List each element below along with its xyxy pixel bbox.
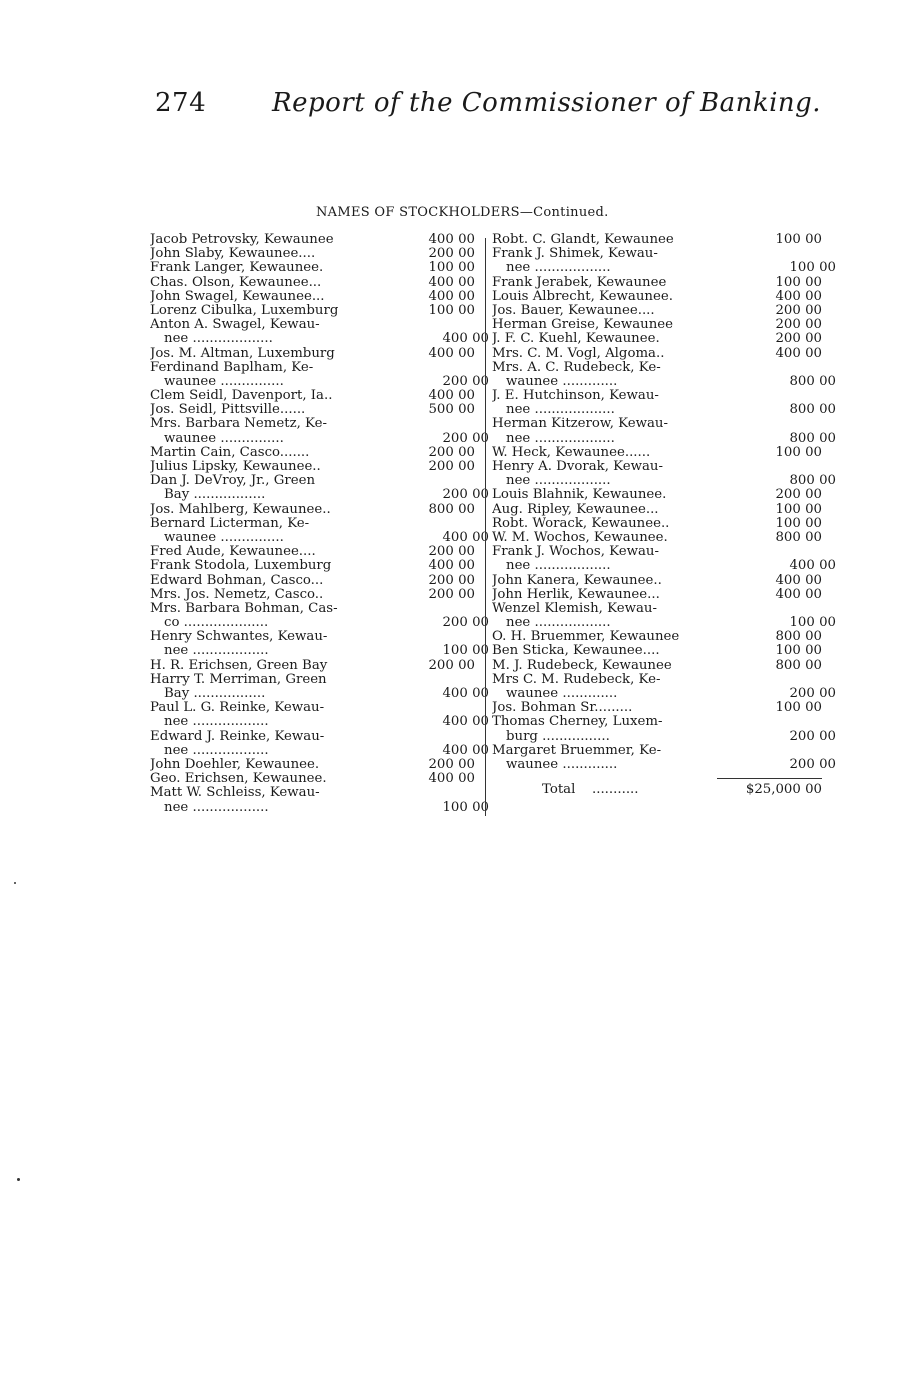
- name-text: John Slaby, Kewaunee....: [150, 247, 316, 262]
- stockholder-entry: [150, 588, 483, 602]
- share-amount: 200 00: [428, 573, 475, 588]
- stockholder-entry: [150, 729, 489, 758]
- stockholder-name: [150, 659, 483, 673]
- stockholder-name-continued: [150, 531, 497, 545]
- share-amount: 800 00: [775, 630, 822, 645]
- share-amount: 400 00: [428, 275, 475, 290]
- share-amount: 200 00: [442, 488, 489, 503]
- name-text: Edward J. Reinke, Kewau-: [150, 729, 325, 744]
- name-text: Frank J. Shimek, Kewau-: [492, 247, 658, 262]
- name-text: nee ..................: [164, 743, 269, 758]
- name-text: Ferdinand Baplham, Ke-: [150, 360, 314, 375]
- stockholder-entry: [492, 488, 822, 502]
- stockholder-entry: [492, 601, 836, 631]
- share-amount: 400 00: [442, 687, 489, 701]
- share-amount: 100 00: [775, 502, 822, 517]
- name-text: Jos. Seidl, Pittsville......: [150, 403, 306, 418]
- stockholder-name-continued: [150, 687, 497, 701]
- stockholder-name: [150, 786, 483, 800]
- name-text: Mrs. Barbara Nemetz, Ke-: [150, 417, 327, 432]
- stockholder-name: [492, 347, 822, 361]
- stockholder-entry: [492, 332, 822, 346]
- stockholder-name: [492, 247, 822, 261]
- stockholder-name: [492, 545, 822, 559]
- stockholder-name: [150, 403, 483, 417]
- name-text: nee ..................: [164, 644, 269, 659]
- name-text: Matt W. Schleiss, Kewau-: [150, 786, 320, 801]
- stockholder-entry: [150, 318, 489, 347]
- stockholder-name: [150, 758, 483, 772]
- name-text: nee ..................: [164, 715, 269, 730]
- name-text: waunee .............: [506, 757, 618, 772]
- stockholder-name: [150, 559, 483, 573]
- name-text: J. F. C. Kuehl, Kewaunee.: [492, 332, 660, 347]
- stockholder-name: [150, 361, 483, 375]
- stockholder-name: [492, 304, 822, 318]
- stockholder-name: [492, 602, 822, 616]
- stockholder-name: [492, 701, 822, 715]
- stockholder-name: [492, 715, 822, 729]
- stockholder-name: [492, 517, 822, 531]
- stockholder-name-continued: [492, 432, 836, 446]
- stockholder-name: [492, 332, 822, 346]
- stockholder-entry: [492, 630, 822, 644]
- stockholder-name: [150, 673, 483, 687]
- column-divider: [485, 238, 486, 816]
- stockholder-entry: [492, 347, 822, 361]
- total-rule: [717, 778, 822, 779]
- share-amount: 400 00: [789, 559, 836, 574]
- name-text: Herman Kitzerow, Kewau-: [492, 417, 668, 432]
- stockholder-entry: [150, 630, 489, 659]
- stockholder-name: [150, 460, 483, 474]
- share-amount: 100 00: [775, 516, 822, 531]
- stockholder-entry: [150, 247, 483, 261]
- name-text: Thomas Cherney, Luxem-: [492, 715, 663, 730]
- name-text: W. M. Wochos, Kewaunee.: [492, 530, 668, 545]
- stockholder-name: [150, 261, 483, 275]
- name-text: Frank Jerabek, Kewaunee: [492, 275, 667, 290]
- stockholder-entry: [150, 672, 489, 701]
- name-text: Bernard Licterman, Ke-: [150, 516, 310, 531]
- share-amount: 200 00: [442, 374, 489, 389]
- stockholder-name: [492, 673, 822, 687]
- stockholder-entry: [492, 701, 822, 715]
- name-text: Julius Lipsky, Kewaunee..: [150, 460, 321, 474]
- total-leader-dots: ...........: [592, 782, 639, 798]
- name-text: Fred Aude, Kewaunee....: [150, 545, 316, 560]
- stockholder-entry: [492, 360, 836, 389]
- name-text: Frank J. Wochos, Kewau-: [492, 545, 659, 560]
- name-text: John Herlik, Kewaunee...: [492, 587, 660, 602]
- stockholder-entry: [492, 531, 822, 545]
- share-amount: 200 00: [775, 488, 822, 503]
- share-amount: 800 00: [428, 502, 475, 517]
- name-text: Robt. Worack, Kewaunee..: [492, 516, 670, 531]
- stockholder-name: [492, 574, 822, 588]
- stockholder-name: [150, 517, 483, 531]
- name-text: Mrs C. M. Rudebeck, Ke-: [492, 672, 661, 687]
- stockholder-name-continued: [150, 744, 497, 758]
- name-text: Frank Langer, Kewaunee.: [150, 261, 324, 276]
- share-amount: 500 00: [428, 403, 475, 418]
- name-text: Martin Cain, Casco.......: [150, 445, 310, 460]
- stockholder-entry: [150, 233, 483, 247]
- stockholder-name: [492, 361, 822, 375]
- stockholder-name: [150, 417, 483, 431]
- stockholder-entry: [492, 318, 822, 332]
- share-amount: 200 00: [442, 616, 489, 631]
- stockholder-entry: [150, 304, 483, 318]
- total-label: Total: [542, 782, 576, 798]
- share-amount: 200 00: [428, 587, 475, 602]
- share-amount: 400 00: [775, 573, 822, 588]
- share-amount: 100 00: [775, 644, 822, 659]
- share-amount: 200 00: [428, 545, 475, 560]
- name-text: Anton A. Swagel, Kewau-: [150, 318, 320, 333]
- stockholder-name: [492, 588, 822, 602]
- name-text: Mrs. Jos. Nemetz, Casco..: [150, 587, 324, 602]
- name-text: Lorenz Cibulka, Luxemburg: [150, 303, 339, 318]
- name-text: waunee ...............: [164, 374, 284, 389]
- stockholder-entry: [492, 389, 836, 418]
- stockholder-entry: [150, 772, 483, 786]
- page-number: 274: [155, 88, 207, 118]
- name-text: H. R. Erichsen, Green Bay: [150, 658, 328, 673]
- stockholder-entry: [150, 290, 483, 304]
- stockholder-name: [150, 588, 483, 602]
- name-text: co ....................: [164, 616, 269, 631]
- stray-mark: [14, 882, 16, 884]
- share-amount: 800 00: [775, 530, 822, 545]
- left-column: [150, 233, 489, 815]
- stockholder-name: [492, 659, 822, 673]
- stockholder-name: [492, 644, 822, 658]
- name-text: nee ..................: [506, 261, 611, 276]
- stockholder-name: [492, 318, 822, 332]
- stockholder-entry: [492, 545, 836, 574]
- share-amount: 200 00: [428, 247, 475, 262]
- name-text: waunee ...............: [164, 431, 284, 446]
- share-amount: 100 00: [789, 616, 836, 631]
- stockholder-entry: [150, 389, 483, 403]
- stockholder-entry: [150, 403, 483, 417]
- stockholder-name-continued: [150, 488, 497, 502]
- share-amount: 400 00: [428, 289, 475, 304]
- stockholder-name: [150, 474, 483, 488]
- name-text: J. E. Hutchinson, Kewau-: [492, 389, 659, 404]
- stockholder-name-continued: [492, 375, 836, 389]
- stockholder-name-continued: [150, 332, 497, 346]
- stockholder-name-continued: [492, 261, 836, 275]
- stockholder-name: [492, 744, 822, 758]
- share-amount: 100 00: [442, 800, 489, 815]
- stockholder-entry: [150, 516, 489, 545]
- stockholder-name: [150, 318, 483, 332]
- stockholder-name-continued: [492, 730, 836, 744]
- stockholder-entry: [492, 460, 836, 489]
- name-text: Mrs. C. M. Vogl, Algoma..: [492, 346, 665, 361]
- share-amount: 800 00: [789, 374, 836, 389]
- stockholder-entry: [150, 659, 483, 673]
- name-text: nee ..................: [164, 800, 269, 815]
- stockholder-entry: [492, 715, 836, 744]
- stockholder-name: [150, 701, 483, 715]
- name-text: waunee ...............: [164, 530, 284, 545]
- name-text: waunee .............: [506, 687, 618, 701]
- stockholder-entry: [150, 261, 483, 275]
- stockholder-entry: [150, 701, 489, 730]
- name-text: Henry Schwantes, Kewau-: [150, 630, 328, 645]
- stockholder-entry: [492, 644, 822, 658]
- stockholder-name: [150, 290, 483, 304]
- stockholder-name: [150, 772, 483, 786]
- stockholder-name: [492, 276, 822, 290]
- stockholder-name-continued: [150, 801, 497, 815]
- stockholder-name-continued: [150, 616, 497, 630]
- stockholder-entry: [150, 360, 489, 389]
- stockholder-name-continued: [492, 403, 836, 417]
- stockholder-entry: [492, 672, 836, 701]
- stockholder-entry: [150, 601, 489, 631]
- share-amount: 400 00: [442, 332, 489, 347]
- share-amount: 200 00: [442, 431, 489, 446]
- section-heading: NAMES OF STOCKHOLDERS—Continued.: [316, 205, 609, 220]
- stockholder-entry: [492, 304, 822, 318]
- stockholder-entry: [150, 545, 483, 559]
- name-text: Clem Seidl, Davenport, Ia..: [150, 389, 333, 404]
- stockholder-name-continued: [492, 687, 836, 701]
- stockholder-name: [150, 503, 483, 517]
- share-amount: 400 00: [775, 346, 822, 361]
- stockholder-name: [150, 602, 483, 616]
- share-amount: 100 00: [789, 261, 836, 276]
- right-column: [492, 233, 836, 798]
- share-amount: 800 00: [789, 431, 836, 446]
- stockholder-entry: [150, 446, 483, 460]
- name-text: nee ...................: [506, 403, 615, 418]
- name-text: Herman Greise, Kewaunee: [492, 318, 674, 333]
- name-text: Bay .................: [164, 687, 266, 701]
- stockholder-name-continued: [492, 474, 836, 488]
- name-text: Dan J. DeVroy, Jr., Green: [150, 474, 316, 489]
- share-amount: 400 00: [442, 530, 489, 545]
- stockholder-name: [150, 630, 483, 644]
- stockholder-name: [492, 290, 822, 304]
- share-amount: 200 00: [775, 332, 822, 347]
- stockholder-entry: [492, 233, 822, 247]
- stockholder-name: [150, 545, 483, 559]
- stockholder-name: [492, 446, 822, 460]
- share-amount: 200 00: [775, 318, 822, 333]
- name-text: John Kanera, Kewaunee..: [492, 573, 662, 588]
- name-text: nee ..................: [506, 559, 611, 574]
- stockholder-entry: [150, 276, 483, 290]
- name-text: nee ...................: [164, 332, 273, 347]
- stockholder-name: [492, 233, 822, 247]
- stockholder-entry: [150, 574, 483, 588]
- stockholder-name: [492, 503, 822, 517]
- name-text: Mrs. A. C. Rudebeck, Ke-: [492, 360, 661, 375]
- share-amount: 800 00: [789, 474, 836, 489]
- stockholder-entry: [492, 743, 836, 772]
- stockholder-entry: [492, 503, 822, 517]
- name-text: nee ..................: [506, 474, 611, 489]
- stockholder-name-continued: [492, 758, 836, 772]
- share-amount: 400 00: [428, 346, 475, 361]
- name-text: Harry T. Merriman, Green: [150, 672, 327, 687]
- stockholder-entry: [150, 474, 489, 503]
- stockholder-entry: [492, 588, 822, 602]
- stockholder-entry: [150, 417, 489, 446]
- stockholder-entry: [492, 276, 822, 290]
- share-amount: 800 00: [775, 658, 822, 673]
- share-amount: 400 00: [428, 772, 475, 787]
- name-text: Margaret Bruemmer, Ke-: [492, 743, 662, 758]
- stockholder-name: [492, 531, 822, 545]
- stockholder-name-continued: [150, 715, 497, 729]
- stockholder-name: [492, 488, 822, 502]
- stockholder-entry: [492, 446, 822, 460]
- name-text: waunee .............: [506, 374, 618, 389]
- stockholder-entry: [492, 247, 836, 276]
- name-text: nee ...................: [506, 431, 615, 446]
- stockholder-entry: [492, 417, 836, 446]
- share-amount: 200 00: [428, 445, 475, 460]
- name-text: John Swagel, Kewaunee...: [150, 289, 325, 304]
- share-amount: 100 00: [775, 275, 822, 290]
- share-amount: 400 00: [775, 289, 822, 304]
- name-text: Aug. Ripley, Kewaunee...: [492, 502, 659, 517]
- name-text: Jos. M. Altman, Luxemburg: [150, 346, 335, 361]
- name-text: Mrs. Barbara Bohman, Cas-: [150, 601, 338, 616]
- share-amount: 400 00: [442, 743, 489, 758]
- stockholder-name: [492, 460, 822, 474]
- name-text: Robt. C. Glandt, Kewaunee: [492, 233, 674, 247]
- stockholder-entry: [150, 503, 483, 517]
- name-text: Frank Stodola, Luxemburg: [150, 559, 332, 574]
- share-amount: 400 00: [428, 233, 475, 247]
- share-amount: 800 00: [789, 403, 836, 418]
- stockholder-name: [492, 417, 822, 431]
- name-text: Jacob Petrovsky, Kewaunee: [150, 233, 334, 247]
- stockholder-name: [150, 389, 483, 403]
- name-text: W. Heck, Kewaunee......: [492, 445, 651, 460]
- share-amount: 100 00: [442, 644, 489, 659]
- share-amount: 200 00: [775, 303, 822, 318]
- name-text: O. H. Bruemmer, Kewaunee: [492, 630, 680, 645]
- name-text: Louis Albrecht, Kewaunee.: [492, 289, 673, 304]
- share-amount: 100 00: [775, 445, 822, 460]
- stockholder-entry: [150, 758, 483, 772]
- name-text: burg ................: [506, 729, 610, 744]
- stockholder-name: [492, 389, 822, 403]
- name-text: Jos. Mahlberg, Kewaunee..: [150, 502, 331, 517]
- share-amount: 400 00: [428, 389, 475, 404]
- name-text: Jos. Bohman Sr.........: [492, 701, 633, 716]
- stockholder-name: [150, 446, 483, 460]
- total-amount: $25,000 00: [745, 782, 822, 798]
- stockholder-name: [150, 233, 483, 247]
- name-text: Jos. Bauer, Kewaunee....: [492, 303, 655, 318]
- share-amount: 100 00: [428, 303, 475, 318]
- name-text: Louis Blahnik, Kewaunee.: [492, 488, 667, 503]
- stockholder-entry: [150, 559, 483, 573]
- stockholder-name-continued: [150, 432, 497, 446]
- name-text: Wenzel Klemish, Kewau-: [492, 601, 657, 616]
- name-text: Henry A. Dvorak, Kewau-: [492, 460, 663, 474]
- share-amount: 400 00: [775, 587, 822, 602]
- stockholder-name: [150, 247, 483, 261]
- share-amount: 100 00: [775, 701, 822, 716]
- name-text: Paul L. G. Reinke, Kewau-: [150, 701, 325, 716]
- running-title: Report of the Commissioner of Banking.: [272, 88, 822, 118]
- share-amount: 200 00: [428, 658, 475, 673]
- stockholder-name-continued: [492, 616, 836, 630]
- stockholder-entry: [492, 659, 822, 673]
- stockholder-entry: [492, 517, 822, 531]
- stockholder-name-continued: [150, 375, 497, 389]
- stockholder-entry: [492, 574, 822, 588]
- share-amount: 100 00: [775, 233, 822, 247]
- name-text: Bay .................: [164, 488, 266, 503]
- share-amount: 200 00: [789, 687, 836, 701]
- stockholder-name: [150, 276, 483, 290]
- share-amount: 400 00: [442, 715, 489, 730]
- stockholder-entry: [150, 460, 483, 474]
- share-amount: 200 00: [789, 729, 836, 744]
- stockholder-name: [492, 630, 822, 644]
- stockholder-name-continued: [150, 644, 497, 658]
- name-text: Edward Bohman, Casco...: [150, 573, 324, 588]
- name-text: Ben Sticka, Kewaunee....: [492, 644, 660, 659]
- stockholder-entry: [492, 290, 822, 304]
- share-amount: 200 00: [428, 757, 475, 772]
- stockholder-entry: [150, 347, 483, 361]
- name-text: nee ..................: [506, 616, 611, 631]
- name-text: Chas. Olson, Kewaunee...: [150, 275, 322, 290]
- name-text: M. J. Rudebeck, Kewaunee: [492, 658, 672, 673]
- stockholder-name: [150, 730, 483, 744]
- stray-mark: [17, 1178, 20, 1181]
- share-amount: 200 00: [428, 460, 475, 474]
- name-text: John Doehler, Kewaunee.: [150, 757, 320, 772]
- total-row: [492, 780, 822, 798]
- share-amount: 200 00: [789, 757, 836, 772]
- share-amount: 400 00: [428, 559, 475, 574]
- stockholder-name: [150, 347, 483, 361]
- stockholder-name: [150, 574, 483, 588]
- name-text: Geo. Erichsen, Kewaunee.: [150, 772, 327, 787]
- stockholder-name-continued: [492, 559, 836, 573]
- share-amount: 100 00: [428, 261, 475, 276]
- stockholder-entry: [150, 786, 489, 815]
- stockholder-name: [150, 304, 483, 318]
